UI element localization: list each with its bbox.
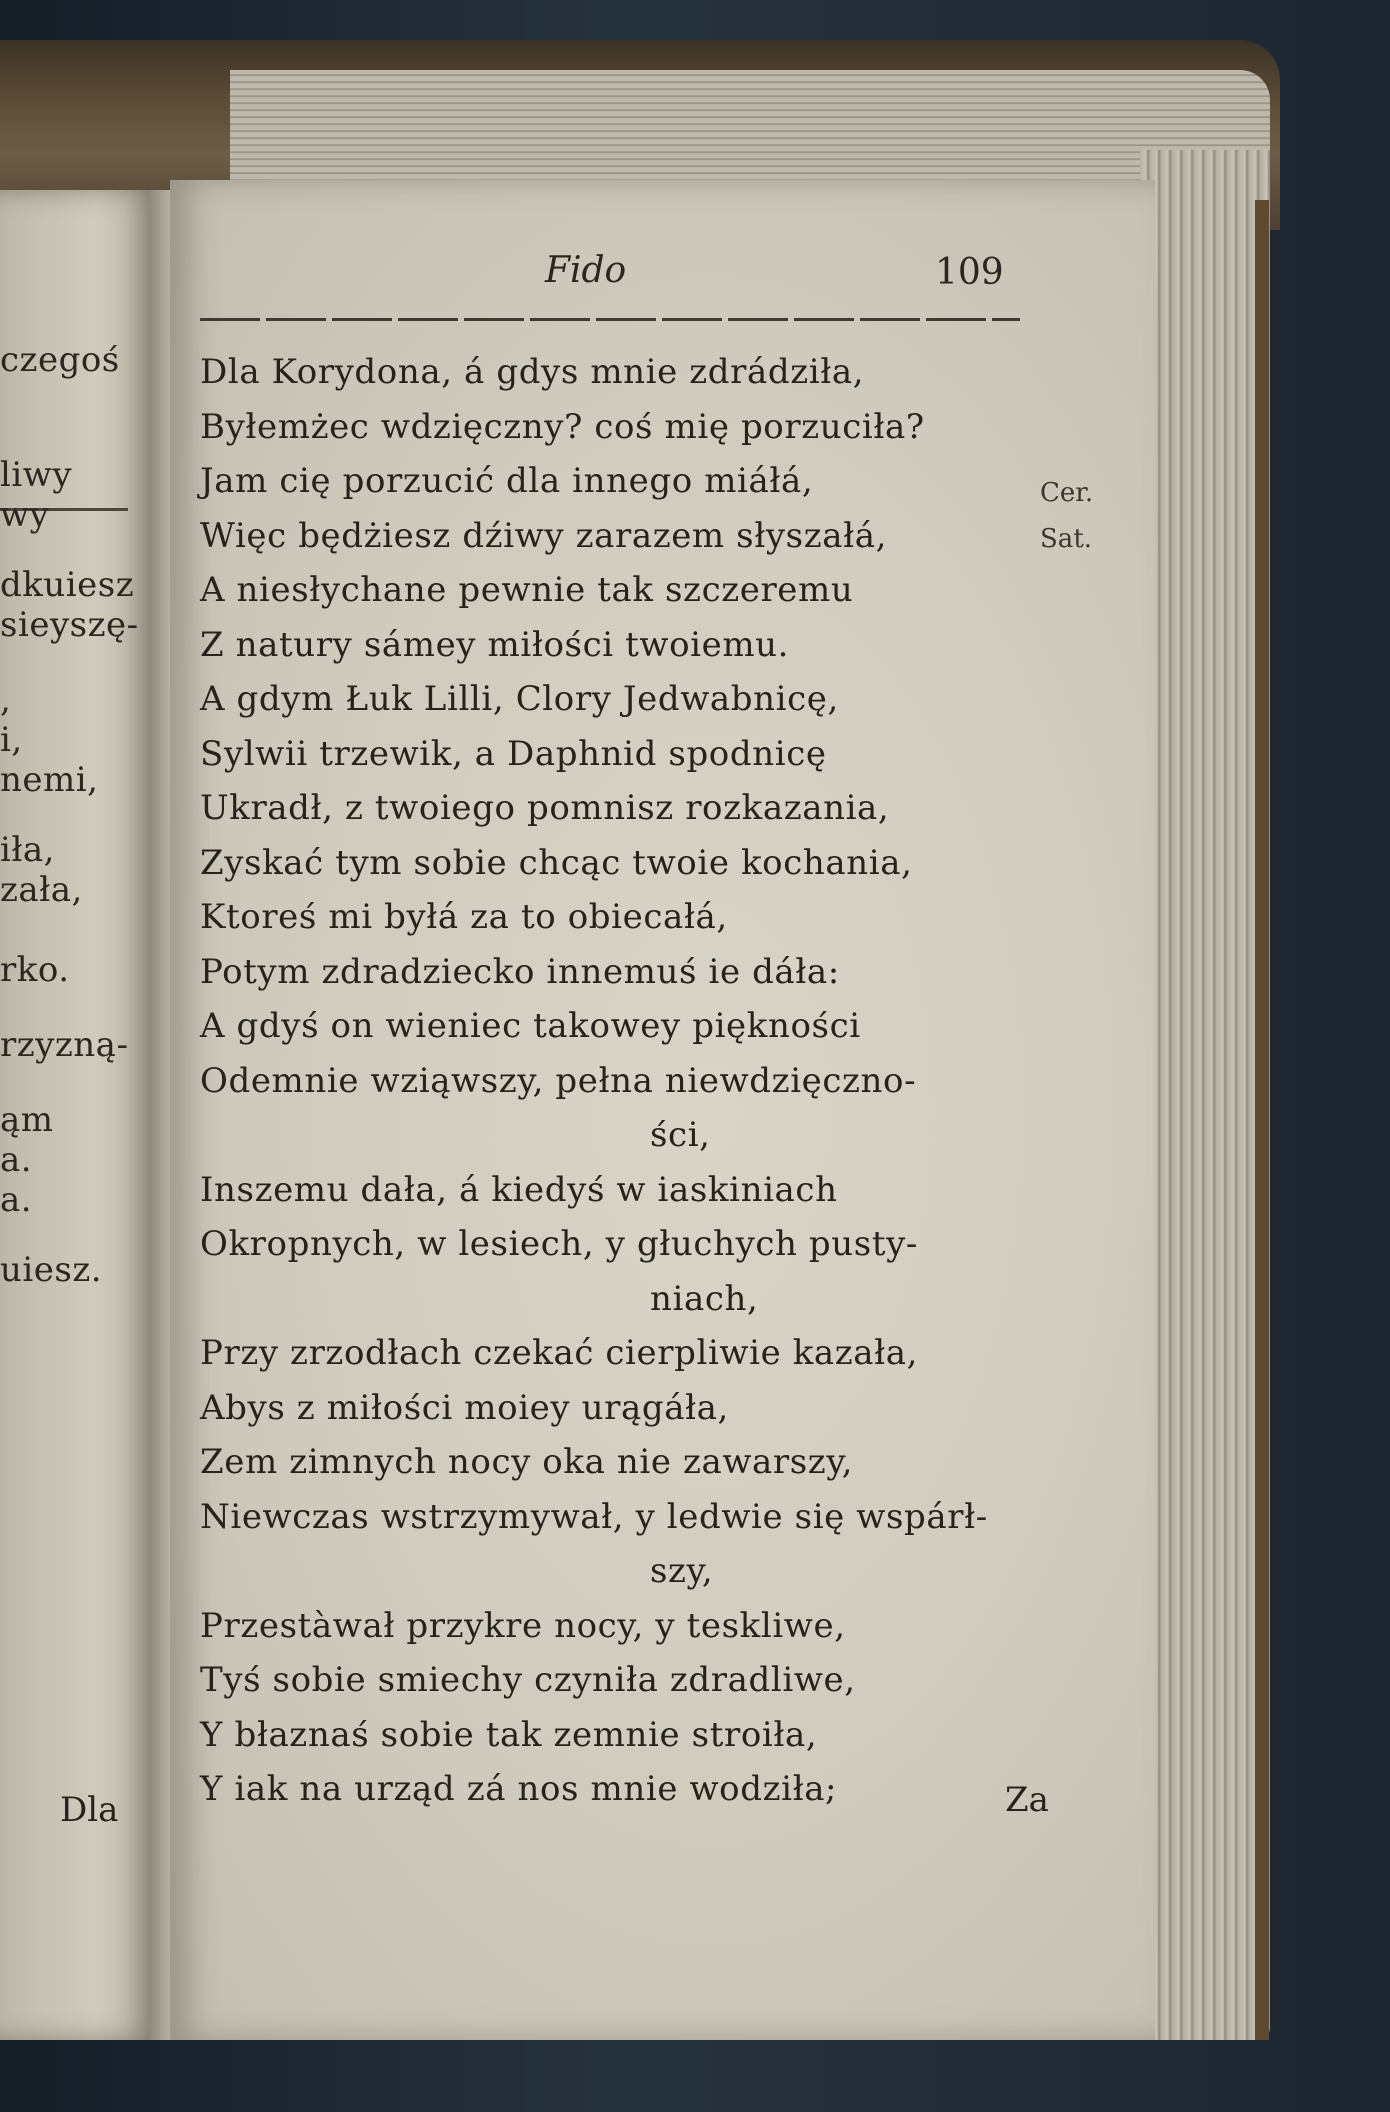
left-fragment: rko. [0,950,70,990]
left-fragment: zała, [0,870,83,910]
verse-line: Inszemu dała, á kiedyś w iaskiniach [200,1169,838,1210]
header-rule [200,318,1020,321]
verse-line: Y błaznaś sobie tak zemnie stroiła, [200,1714,818,1755]
verse-line: Jam cię porzucić dla innego miáłá, [200,461,814,501]
left-fragment: wy [0,495,50,535]
left-fragment: dkuiesz [0,565,135,605]
left-fragment: ąm [0,1100,54,1140]
catchword: Za [1005,1780,1049,1820]
verse-line: Tyś sobie smiechy czyniła zdradliwe, [200,1660,856,1700]
verse-line: Zem zimnych nocy oka nie zawarszy, [200,1442,854,1482]
verse-line: Przestàwał przykre nocy, y teskliwe, [200,1605,846,1646]
verse-line: Zyskać tym sobie chcąc twoie kochania, [200,842,913,883]
left-fragment: czegoś [0,340,120,380]
verse-line: Sylwii trzewik, a Daphnid spodnicę [200,733,827,774]
verse-line: A gdyś on wieniec takowey piękności [200,1006,861,1046]
left-fragment: uiesz. [0,1250,103,1290]
verse-line: Przy zrzodłach czekać cierpliwie kazała, [200,1333,919,1373]
verse-line: Odemnie wziąwszy, pełna niewdzięczno- [200,1060,917,1101]
left-fragment: sieyszę- [0,605,139,645]
verse-line: Więc będżiesz dźiwy zarazem słyszałá, [200,515,887,556]
verse-line: A gdym Łuk Lilli, Clory Jedwabnicę, [200,679,839,719]
left-fragment: , [0,680,12,720]
verse-line: Z natury sámey miłości twoiemu. [200,624,790,665]
page-stack-top [230,70,1270,190]
verse-line: Abys z miłości moiey urągáła, [200,1387,729,1428]
verse-block [200,345,1060,1817]
left-fragment: nemi, [0,760,99,800]
left-fragment: i, [0,720,23,760]
verse-line: Niewczas wstrzymywał, y ledwie się wspárł- [200,1496,988,1537]
verse-line: Dla Korydona, á gdys mnie zdrádziła, [200,352,865,392]
verse-line: Ktoreś mi byłá za to obiecałá, [200,897,728,937]
verse-line: szy, [650,1551,714,1591]
running-title: Fido [545,250,627,291]
left-fragment: rzyzną- [0,1025,129,1065]
verse-line: niach, [650,1278,759,1319]
side-notes [1040,470,1093,562]
verse-line: Byłemżec wdzięczny? coś mię porzuciła? [200,406,925,447]
page-header [200,250,1020,310]
verse-line: Y iak na urząd zá nos mnie wodziła; [200,1769,838,1809]
cover-edge [1255,200,1269,2040]
page-edges [1140,150,1270,2040]
side-note: Sat. [1040,524,1093,554]
verse-line: ści, [650,1115,711,1155]
verse-line: Potym zdradziecko innemuś ie dáła: [200,951,840,992]
left-fragment: a. [0,1180,33,1220]
left-fragment: iła, [0,830,55,870]
side-note: Cer. [1040,478,1094,508]
left-catchword: Dla [60,1790,119,1830]
verse-line: A niesłychane pewnie tak szczeremu [200,570,854,610]
left-fragment: a. [0,1140,33,1180]
left-page [0,190,160,2040]
verse-line: Ukradł, z twoiego pomnisz rozkazania, [200,788,890,828]
verse-line: Okropnych, w lesiech, y głuchych pusty- [200,1224,918,1264]
page-number: 109 [935,252,1004,293]
left-fragment: liwy [0,455,73,495]
